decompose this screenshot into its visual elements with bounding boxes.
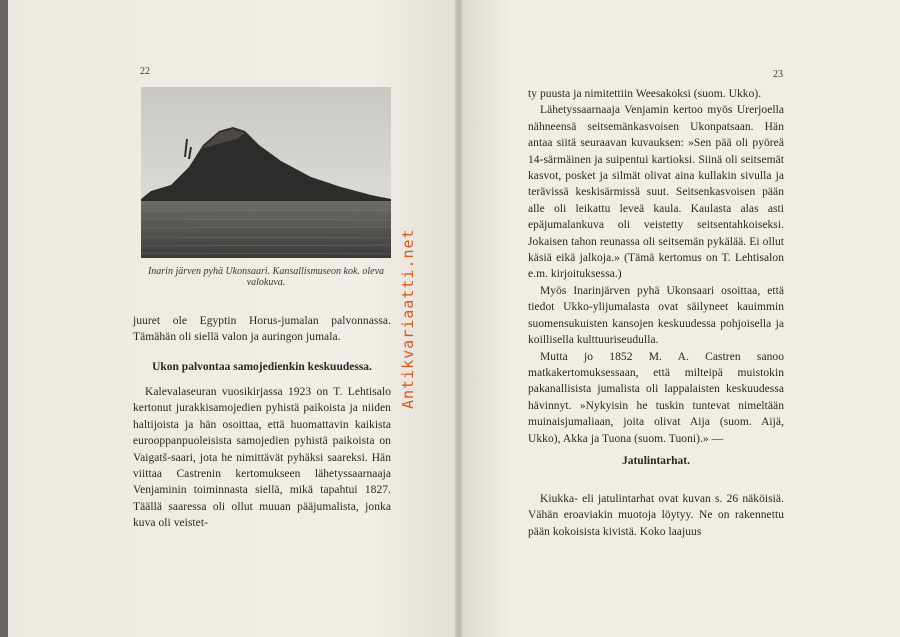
- watermark-text: Antikvariaatti.net: [399, 228, 417, 410]
- right-end-paragraph: Kiukka- eli jatulintarhat ovat kuvan s. 26 näköisiä. Vähän eroaviakin muotoja löytyy. Ne on rakennettu pään kokoisista kivistä. Koko laajuus: [528, 493, 784, 538]
- island-photograph: [141, 87, 391, 258]
- right-end-text: [528, 491, 784, 540]
- right-body-text: [528, 86, 784, 447]
- left-body-text: [133, 384, 391, 532]
- right-paragraph-4: Mutta jo 1852 M. A. Castren sanoo matkakertomuksessaan, että milteipä muistokin pakanallisista jumalista oli lappalaisten keskuudessa hävinnyt. »Nykyisin he tuskin tuntevat nimeltään muinaisjumaliaan, joita olivat Aija (suom. Aijä, Ukko), Akka ja Tuona (suom. Tuoni).» —: [528, 350, 784, 445]
- left-section-heading: Ukon palvontaa samojedienkin keskuudessa.: [152, 361, 372, 373]
- photo-caption: Inarin järven pyhä Ukonsaari. Kansallismuseon kok. oleva valokuva.: [147, 266, 385, 288]
- right-paragraph-1: ty puusta ja nimitettiin Weesakoksi (suom. Ukko).: [528, 88, 762, 100]
- left-body-paragraph: Kalevalaseuran vuosikirjassa 1923 on T. Lehtisalo kertonut jurakkisamojedien pyhistä paikoista ja niiden haltijoista ja hän osoittaa, että huomattavin kaikista eurooppanpuoleisista samojedien pyhistä paikoista on Vaigatš-saari, jota he nimittävät pyhäksi saareksi. Hän viittaa Castrenin kertomukseen lähetyssaarnaaja Venjaminin toiminnasta siellä, mikä tapahtui 1827. Täällä saaressa oli ollut muuan pääjumalista, jonka kuva oli veistet-: [133, 386, 391, 530]
- book-gutter: [455, 0, 463, 637]
- right-paragraph-3: Myös Inarinjärven pyhä Ukonsaari osoittaa, että tiedot Ukko-ylijumalasta ovat säilyneet kauimmin suomensukuisten kansojen keskuudessa pohjoisella ja koillisella kulttuuriseudulla.: [528, 284, 784, 347]
- left-page-number: 22: [140, 66, 150, 77]
- left-top-paragraph: [133, 313, 391, 346]
- right-page-number: 23: [773, 69, 783, 80]
- right-section-heading: Jatulintarhat.: [621, 455, 691, 467]
- left-paragraph-continuation: juuret ole Egyptin Horus-jumalan palvonnassa. Tämähän oli siellä valon ja auringon jumala.: [133, 315, 391, 344]
- right-paragraph-2: Lähetyssaarnaaja Venjamin kertoo myös Urerjoella nähneensä seitsemänkasvoisen Ukonpatsaan. Hän antaa siitä seuraavan kuvauksen: »Sen pää oli pyöreä 14-särmäinen ja suipentui kartioksi. Siinä oli seitsemät kasvot, posket ja silmät olivat aina kullakin sivulla ja terävissä keskisärmissä suut. Seitsenkasvoisen pään alle oli leikattu leveä kaula. Kaulasta alas asti epäjumalankuva oli veistetty seitsentahkoiseksi. Jokaisen tahon reunassa oli seitsemän pykälää. Ei ollut käsiä eikä jalkoja.» (Tämä kertomus on T. Lehtisalon e.m. kirjoituksessa.): [528, 104, 784, 281]
